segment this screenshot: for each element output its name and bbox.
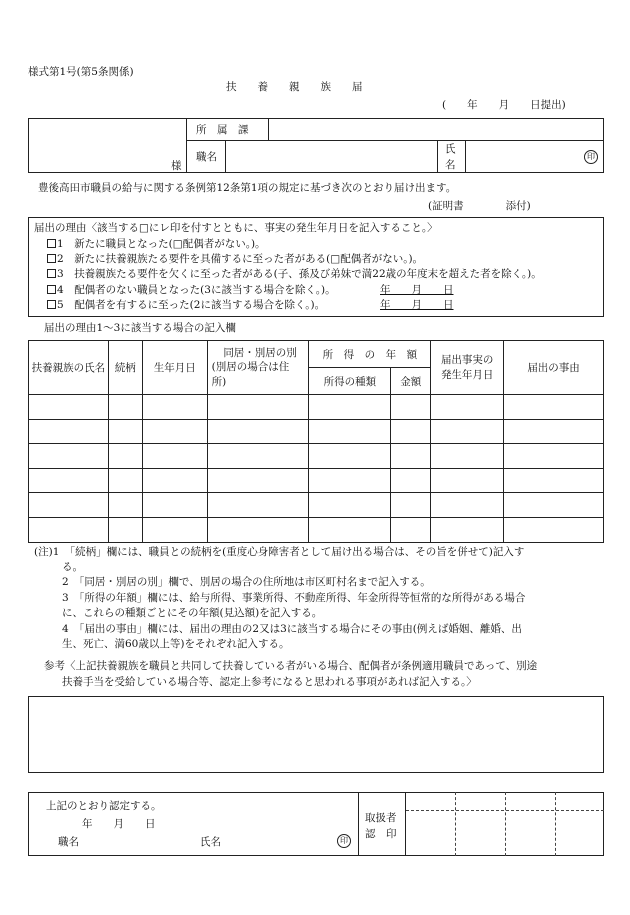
table-cell[interactable]	[431, 468, 504, 493]
table-cell[interactable]	[207, 419, 309, 444]
table-cell[interactable]	[431, 517, 504, 542]
table-cell[interactable]	[391, 493, 431, 518]
col-date-header: 届出事実の 発生年月日	[431, 341, 504, 395]
form-title: 扶 養 親 族 届	[226, 81, 363, 93]
approval-seal-icon: 印	[337, 834, 351, 848]
table-cell[interactable]	[504, 468, 604, 493]
table-cell[interactable]	[309, 493, 391, 518]
name-field[interactable]	[468, 143, 578, 170]
table-cell[interactable]	[431, 395, 504, 420]
table-cell[interactable]	[431, 444, 504, 469]
col-reason-header: 届出の事由	[504, 341, 604, 395]
table-cell[interactable]	[108, 493, 142, 518]
reason-item-3[interactable]: 3 扶養親族たる要件を欠くに至った者がある(子、孫及び弟妹で満22歳の年度末を超えた者を除く。)。	[47, 268, 542, 280]
post-field[interactable]	[228, 143, 434, 170]
table-cell[interactable]	[504, 395, 604, 420]
note-4-cont: 生、死亡、満60歳以上等)をそれぞれ記入する。	[62, 638, 290, 650]
table-cell[interactable]	[108, 444, 142, 469]
table-cell[interactable]	[29, 493, 109, 518]
table-cell[interactable]	[309, 419, 391, 444]
checkbox-1[interactable]	[47, 239, 56, 248]
col-birth-header: 生年月日	[142, 341, 207, 395]
intro-text: 豊後高田市職員の給与に関する条例第12条第1項の規定に基づき次のとおり届け出ます。	[38, 182, 457, 194]
approval-date: 年 月 日	[82, 818, 156, 830]
table-cell[interactable]	[108, 517, 142, 542]
checkbox-3[interactable]	[47, 269, 56, 278]
table-cell[interactable]	[29, 517, 109, 542]
note-4: 4 「届出の事由」欄には、届出の理由の2又は3に該当する場合にその事由(例えば婚姻、離婚、出	[62, 623, 522, 635]
handler-label-2: 認 印	[365, 828, 397, 840]
table-cell[interactable]	[207, 468, 309, 493]
col-name-header: 扶養親族の氏名	[29, 341, 109, 395]
table-row	[29, 395, 604, 420]
table-cell[interactable]	[207, 395, 309, 420]
checkbox-4[interactable]	[47, 285, 56, 294]
table-cell[interactable]	[391, 419, 431, 444]
checkbox-5[interactable]	[47, 300, 56, 309]
table-cell[interactable]	[29, 468, 109, 493]
note-3-cont: に、これらの種類ごとにその年額(見込額)を記入する。	[62, 607, 323, 619]
checkbox-2[interactable]	[47, 254, 56, 263]
col-income-amount-header: 金額	[391, 368, 431, 395]
col-income-header: 所 得 の 年 額	[309, 341, 431, 368]
table-cell[interactable]	[431, 493, 504, 518]
table-cell[interactable]	[207, 493, 309, 518]
table-caption: 届出の理由1～3に該当する場合の記入欄	[44, 322, 236, 334]
table-cell[interactable]	[504, 493, 604, 518]
table-cell[interactable]	[504, 419, 604, 444]
proof-text: (証明書 添付)	[428, 200, 531, 212]
table-cell[interactable]	[391, 444, 431, 469]
table-cell[interactable]	[142, 493, 207, 518]
approval-name-label: 氏名	[200, 836, 221, 848]
seal-icon: 印	[584, 150, 598, 164]
name-label-2: 名	[445, 159, 456, 171]
submit-date: ( 年 月 日提出)	[442, 99, 566, 111]
table-row	[29, 493, 604, 518]
approval-text: 上記のとおり認定する。	[46, 800, 162, 812]
table-cell[interactable]	[391, 468, 431, 493]
table-cell[interactable]	[309, 444, 391, 469]
table-cell[interactable]	[391, 395, 431, 420]
reason-item-5[interactable]: 5 配偶者を有するに至った(2に該当する場合を除く。)。	[47, 299, 325, 311]
table-row	[29, 468, 604, 493]
table-row	[29, 444, 604, 469]
department-field[interactable]	[271, 121, 601, 138]
table-cell[interactable]	[142, 468, 207, 493]
table-cell[interactable]	[142, 395, 207, 420]
table-cell[interactable]	[108, 419, 142, 444]
note-1: (注)1 「続柄」欄には、職員との続柄を(重度心身障害者として届け出る場合は、その旨を併せて)記入す	[34, 546, 525, 558]
form-number: 様式第1号(第5条関係)	[28, 66, 134, 78]
table-cell[interactable]	[431, 419, 504, 444]
reason-item-4[interactable]: 4 配偶者のない職員となった(3に該当する場合を除く。)。	[47, 284, 336, 296]
note-1-cont: る。	[62, 561, 83, 573]
table-cell[interactable]	[108, 395, 142, 420]
reason-heading: 届出の理由〈該当する□にレ印を付すとともに、事実の発生年月日を記入すること。〉	[34, 222, 438, 234]
table-cell[interactable]	[29, 395, 109, 420]
table-row	[29, 517, 604, 542]
post-label: 職名	[196, 151, 217, 163]
approval-post-label: 職名	[58, 836, 79, 848]
reference-text: 参考〈上記扶養親族を職員と共同して扶養している者がいる場合、配偶者が条例適用職員であって、別途	[44, 660, 538, 672]
table-cell[interactable]	[29, 444, 109, 469]
handler-label-1: 取扱者	[365, 812, 397, 824]
reference-field[interactable]	[28, 696, 604, 773]
table-cell[interactable]	[504, 517, 604, 542]
note-2: 2 「同居・別居の別」欄で、別居の場合の住所地は市区町村名まで記入する。	[62, 576, 431, 588]
table-cell[interactable]	[391, 517, 431, 542]
sama-label: 様	[171, 160, 182, 172]
table-cell[interactable]	[142, 444, 207, 469]
col-income-type-header: 所得の種類	[309, 368, 391, 395]
reason-4-date[interactable]: 年 月 日	[380, 284, 454, 296]
table-cell[interactable]	[309, 395, 391, 420]
reference-text-cont: 扶養手当を受給している場合等、認定上参考になると思われる事項があれば記入する。〉	[62, 676, 477, 688]
table-cell[interactable]	[309, 517, 391, 542]
name-label-1: 氏	[445, 143, 456, 155]
col-cohab-header: 同居・別居の別 (別居の場合は住 所)	[207, 341, 309, 395]
table-cell[interactable]	[142, 419, 207, 444]
table-cell[interactable]	[309, 468, 391, 493]
table-cell[interactable]	[108, 468, 142, 493]
reason-item-1[interactable]: 1 新たに職員となった(□配偶者がない。)。	[47, 238, 266, 250]
table-cell[interactable]	[142, 517, 207, 542]
col-relation-header: 続柄	[108, 341, 142, 395]
reason-item-2[interactable]: 2 新たに扶養親族たる要件を具備するに至った者がある(□配偶者がない。)。	[47, 253, 423, 265]
table-cell[interactable]	[207, 517, 309, 542]
note-3: 3 「所得の年額」欄には、給与所得、事業所得、不動産所得、年金所得等恒常的な所得がある場合	[62, 592, 526, 604]
reason-5-date[interactable]: 年 月 日	[380, 299, 454, 311]
table-cell[interactable]	[207, 444, 309, 469]
table-cell[interactable]	[29, 419, 109, 444]
dependents-table	[28, 340, 604, 543]
table-row	[29, 419, 604, 444]
department-label: 所 属 課	[196, 124, 249, 136]
table-cell[interactable]	[504, 444, 604, 469]
